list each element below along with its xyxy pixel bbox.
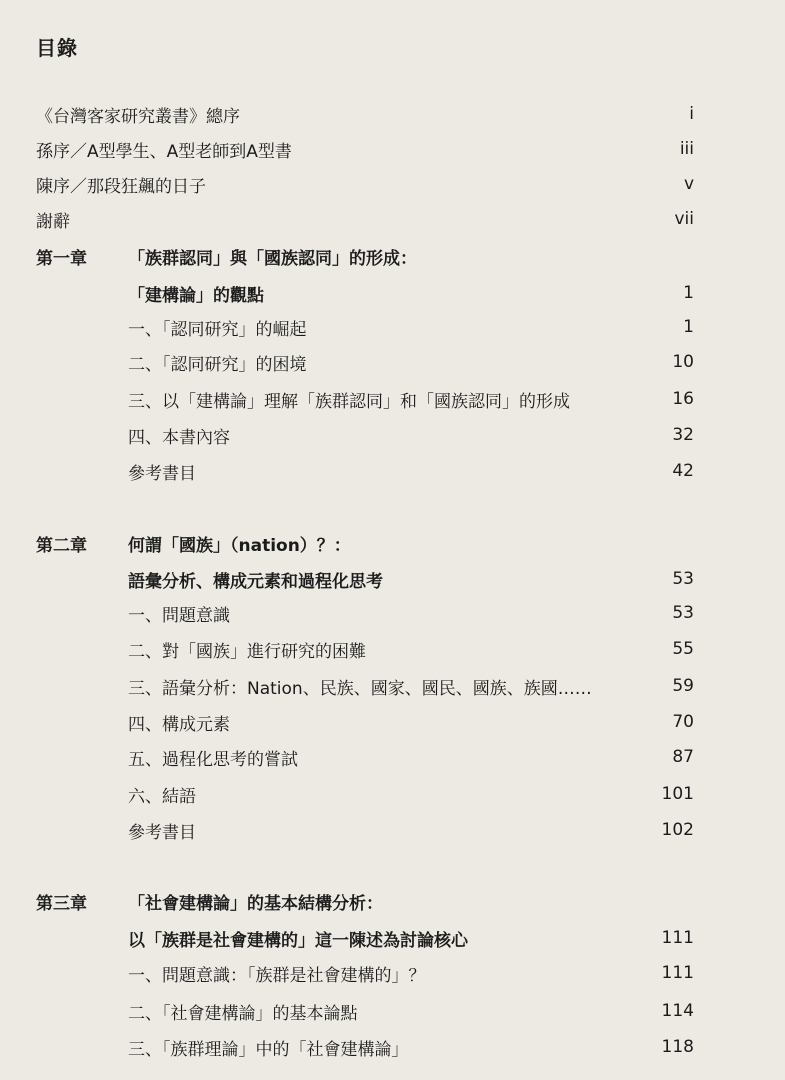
entry-page: v xyxy=(683,174,694,194)
chapter-title: 何謂「國族」（nation）？： xyxy=(128,535,351,556)
entry-page: 55 xyxy=(672,639,694,659)
entry-label: 參考書目 xyxy=(128,463,196,484)
toc-entry[interactable] xyxy=(128,741,694,773)
chapter-title: 「族群認同」與「國族認同」的形成： xyxy=(128,248,417,269)
chapter-subtitle-text: 語彙分析、構成元素和過程化思考 xyxy=(128,571,383,592)
chapter-subtitle[interactable] xyxy=(128,277,694,309)
toc-entry[interactable] xyxy=(36,203,694,235)
chapter-number: 第一章 xyxy=(36,248,87,269)
entry-label: 一、問題意識 xyxy=(128,605,230,626)
entry-label: 孫序／A型學生、A型老師到A型書 xyxy=(36,141,292,162)
toc-title-row xyxy=(36,30,694,62)
toc-entry[interactable] xyxy=(128,670,694,702)
entry-label: 三、以「建構論」理解「族群認同」和「國族認同」的形成 xyxy=(128,391,570,412)
chapter-title: 「社會建構論」的基本結構分析： xyxy=(128,893,383,914)
entry-label: 二、對「國族」進行研究的困難 xyxy=(128,641,366,662)
toc-entry[interactable] xyxy=(36,133,694,165)
entry-page: iii xyxy=(679,139,694,159)
entry-page: 16 xyxy=(672,389,694,409)
entry-label: 一、「認同研究」的崛起 xyxy=(128,319,307,340)
entry-page: i xyxy=(689,104,694,124)
entry-label: 三、「族群理論」中的「社會建構論」 xyxy=(128,1039,409,1060)
entry-page: 118 xyxy=(661,1037,694,1057)
chapter-subtitle[interactable] xyxy=(128,922,694,954)
entry-label: 六、結語 xyxy=(128,786,196,807)
chapter-subtitle[interactable] xyxy=(128,563,694,595)
chapter-subtitle-text: 以「族群是社會建構的」這一陳述為討論核心 xyxy=(128,930,468,951)
entry-page: 53 xyxy=(672,603,694,623)
entry-label: 謝辭 xyxy=(36,211,70,232)
toc-entry[interactable] xyxy=(128,995,694,1027)
entry-label: 參考書目 xyxy=(128,822,196,843)
entry-page: 101 xyxy=(661,784,694,804)
entry-label: 四、本書內容 xyxy=(128,427,230,448)
chapter-heading[interactable] xyxy=(36,885,694,917)
chapter-heading[interactable] xyxy=(36,527,694,559)
entry-label: 四、構成元素 xyxy=(128,714,230,735)
entry-page: 1 xyxy=(683,283,694,303)
entry-label: 陳序／那段狂飆的日子 xyxy=(36,176,206,197)
entry-label: 《台灣客家研究叢書》總序 xyxy=(36,106,240,127)
toc-entry[interactable] xyxy=(128,455,694,487)
entry-page: 42 xyxy=(672,461,694,481)
chapter-number: 第二章 xyxy=(36,535,87,556)
entry-page: 111 xyxy=(661,963,694,983)
entry-label: 二、「認同研究」的困境 xyxy=(128,354,307,375)
toc-title: 目錄 xyxy=(36,35,78,60)
toc-entry[interactable] xyxy=(36,168,694,200)
chapter-heading[interactable] xyxy=(36,240,694,272)
toc-entry[interactable] xyxy=(128,814,694,846)
entry-label: 三、語彙分析：Nation、民族、國家、國民、國族、族國…… xyxy=(128,678,592,699)
toc-entry[interactable] xyxy=(128,1031,694,1063)
toc-entry[interactable] xyxy=(128,957,694,989)
entry-page: 10 xyxy=(672,352,694,372)
entry-page: 70 xyxy=(672,712,694,732)
chapter-number: 第三章 xyxy=(36,893,87,914)
toc-entry[interactable] xyxy=(128,311,694,343)
toc-entry[interactable] xyxy=(128,597,694,629)
toc-entry[interactable] xyxy=(128,778,694,810)
entry-label: 二、「社會建構論」的基本論點 xyxy=(128,1003,358,1024)
toc-entry[interactable] xyxy=(128,419,694,451)
toc-entry[interactable] xyxy=(128,633,694,665)
toc-entry[interactable] xyxy=(36,98,694,130)
entry-page: 1 xyxy=(683,317,694,337)
toc-entry[interactable] xyxy=(128,706,694,738)
entry-page: 32 xyxy=(672,425,694,445)
entry-page: 102 xyxy=(661,820,694,840)
toc-entry[interactable] xyxy=(128,383,694,415)
entry-page: 111 xyxy=(661,928,694,948)
entry-page: 87 xyxy=(672,747,694,767)
chapter-subtitle-text: 「建構論」的觀點 xyxy=(128,285,264,306)
entry-label: 五、過程化思考的嘗試 xyxy=(128,749,298,770)
entry-page: vii xyxy=(674,209,694,229)
entry-label: 一、問題意識：「族群是社會建構的」？ xyxy=(128,965,426,986)
toc-entry[interactable] xyxy=(128,346,694,378)
entry-page: 114 xyxy=(661,1001,694,1021)
entry-page: 59 xyxy=(672,676,694,696)
entry-page: 53 xyxy=(672,569,694,589)
